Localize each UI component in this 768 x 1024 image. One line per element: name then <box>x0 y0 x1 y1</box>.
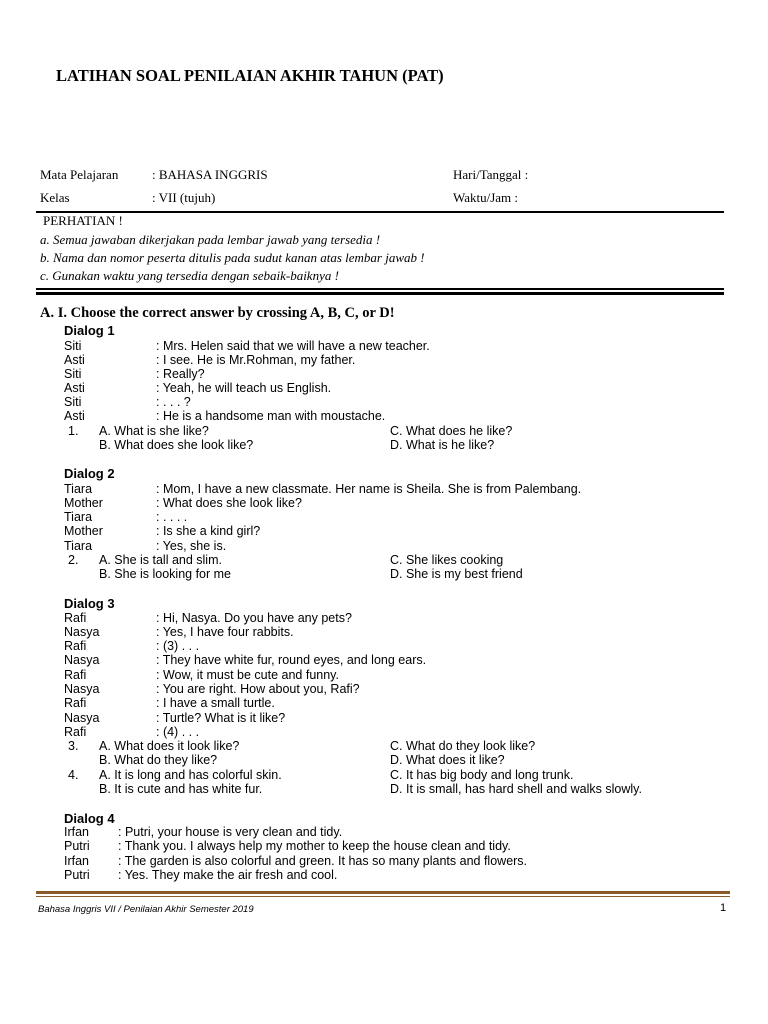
speaker: Nasya <box>64 682 100 696</box>
footer-divider-thick <box>36 891 730 894</box>
dialog-line: : Mom, I have a new classmate. Her name is Sheila. She is from Palembang. <box>156 482 582 496</box>
speaker: Siti <box>64 339 82 353</box>
dialog-line: : Yeah, he will teach us English. <box>156 381 332 395</box>
dialog-line: : Yes, she is. <box>156 539 227 553</box>
question-number: 4. <box>68 768 79 782</box>
option-b[interactable]: B. What do they like? <box>99 753 218 767</box>
option-a[interactable]: A. What does it look like? <box>99 739 240 753</box>
notice-divider-bottom <box>36 292 724 295</box>
option-a[interactable]: A. What is she like? <box>99 424 209 438</box>
dialog-line: : Thank you. I always help my mother to keep the house clean and tidy. <box>118 839 511 853</box>
speaker: Rafi <box>64 611 87 625</box>
dialog-line: : Wow, it must be cute and funny. <box>156 668 339 682</box>
speaker: Nasya <box>64 625 100 639</box>
speaker: Putri <box>64 868 90 882</box>
dialog-line: : Putri, your house is very clean and tidy. <box>118 825 343 839</box>
dialog-title: Dialog 1 <box>64 323 115 338</box>
dialog-line: : The garden is also colorful and green. It has so many plants and flowers. <box>118 854 528 868</box>
option-a[interactable]: A. It is long and has colorful skin. <box>99 768 282 782</box>
notice-item-b: b. Nama dan nomor peserta ditulis pada sudut kanan atas lembar jawab ! <box>40 250 425 265</box>
page-title: LATIHAN SOAL PENILAIAN AKHIR TAHUN (PAT) <box>56 66 444 85</box>
notice-item-a: a. Semua jawaban dikerjakan pada lembar jawab yang tersedia ! <box>40 232 381 247</box>
dialog-line: : Really? <box>156 367 205 381</box>
question-number: 3. <box>68 739 79 753</box>
time-label: Waktu/Jam : <box>453 190 519 205</box>
subject-value: : BAHASA INGGRIS <box>152 167 268 182</box>
dialog-title: Dialog 3 <box>64 596 115 611</box>
dialog-line: : (3) . . . <box>156 639 200 653</box>
speaker: Asti <box>64 409 85 423</box>
speaker: Irfan <box>64 854 90 868</box>
speaker: Putri <box>64 839 90 853</box>
dialog-title: Dialog 2 <box>64 466 115 481</box>
footer-divider-thin <box>36 896 730 897</box>
dialog-line: : Turtle? What is it like? <box>156 711 286 725</box>
dialog-line: : . . . . <box>156 510 188 524</box>
option-d[interactable]: D. She is my best friend <box>390 567 523 581</box>
speaker: Nasya <box>64 653 100 667</box>
dialog-line: : They have white fur, round eyes, and long ears. <box>156 653 427 667</box>
question-number: 2. <box>68 553 79 567</box>
option-c[interactable]: C. What does he like? <box>390 424 513 438</box>
speaker: Siti <box>64 395 82 409</box>
day-label: Hari/Tanggal : <box>453 167 529 182</box>
section-heading: A. I. Choose the correct answer by crossing A, B, C, or D! <box>40 305 395 321</box>
dialog-line: : You are right. How about you, Rafi? <box>156 682 360 696</box>
option-c[interactable]: C. She likes cooking <box>390 553 504 567</box>
class-label: Kelas <box>40 190 70 205</box>
subject-label: Mata Pelajaran <box>40 167 119 182</box>
speaker: Mother <box>64 524 103 538</box>
speaker: Tiara <box>64 539 93 553</box>
option-b[interactable]: B. It is cute and has white fur. <box>99 782 263 796</box>
dialog-line: : He is a handsome man with moustache. <box>156 409 386 423</box>
option-c[interactable]: C. What do they look like? <box>390 739 536 753</box>
speaker: Tiara <box>64 510 93 524</box>
option-d[interactable]: D. What does it like? <box>390 753 505 767</box>
speaker: Rafi <box>64 668 87 682</box>
speaker: Irfan <box>64 825 90 839</box>
speaker: Asti <box>64 353 85 367</box>
speaker: Mother <box>64 496 103 510</box>
dialog-line: : What does she look like? <box>156 496 302 510</box>
dialog-line: : . . . ? <box>156 395 191 409</box>
dialog-line: : I have a small turtle. <box>156 696 275 710</box>
option-c[interactable]: C. It has big body and long trunk. <box>390 768 574 782</box>
dialog-title: Dialog 4 <box>64 811 115 826</box>
page-number: 1 <box>720 902 727 914</box>
speaker: Rafi <box>64 696 87 710</box>
option-b[interactable]: B. She is looking for me <box>99 567 232 581</box>
notice-heading: PERHATIAN ! <box>43 213 123 228</box>
option-d[interactable]: D. What is he like? <box>390 438 495 452</box>
speaker: Rafi <box>64 725 87 739</box>
speaker: Rafi <box>64 639 87 653</box>
speaker: Asti <box>64 381 85 395</box>
notice-item-c: c. Gunakan waktu yang tersedia dengan sebaik-baiknya ! <box>40 268 339 283</box>
speaker: Siti <box>64 367 82 381</box>
dialog-line: : I see. He is Mr.Rohman, my father. <box>156 353 356 367</box>
dialog-line: : (4) . . . <box>156 725 200 739</box>
info-divider <box>36 211 724 213</box>
class-value: : VII (tujuh) <box>152 190 216 205</box>
dialog-line: : Mrs. Helen said that we will have a new teacher. <box>156 339 430 353</box>
option-a[interactable]: A. She is tall and slim. <box>99 553 222 567</box>
dialog-line: : Hi, Nasya. Do you have any pets? <box>156 611 352 625</box>
notice-divider-top <box>36 288 724 290</box>
question-number: 1. <box>68 424 79 438</box>
dialog-line: : Yes, I have four rabbits. <box>156 625 294 639</box>
speaker: Tiara <box>64 482 93 496</box>
footer-text: Bahasa Inggris VII / Penilaian Akhir Semester 2019 <box>38 904 254 915</box>
dialog-line: : Yes. They make the air fresh and cool. <box>118 868 338 882</box>
speaker: Nasya <box>64 711 100 725</box>
dialog-line: : Is she a kind girl? <box>156 524 261 538</box>
option-d[interactable]: D. It is small, has hard shell and walks slowly. <box>390 782 642 796</box>
option-b[interactable]: B. What does she look like? <box>99 438 254 452</box>
